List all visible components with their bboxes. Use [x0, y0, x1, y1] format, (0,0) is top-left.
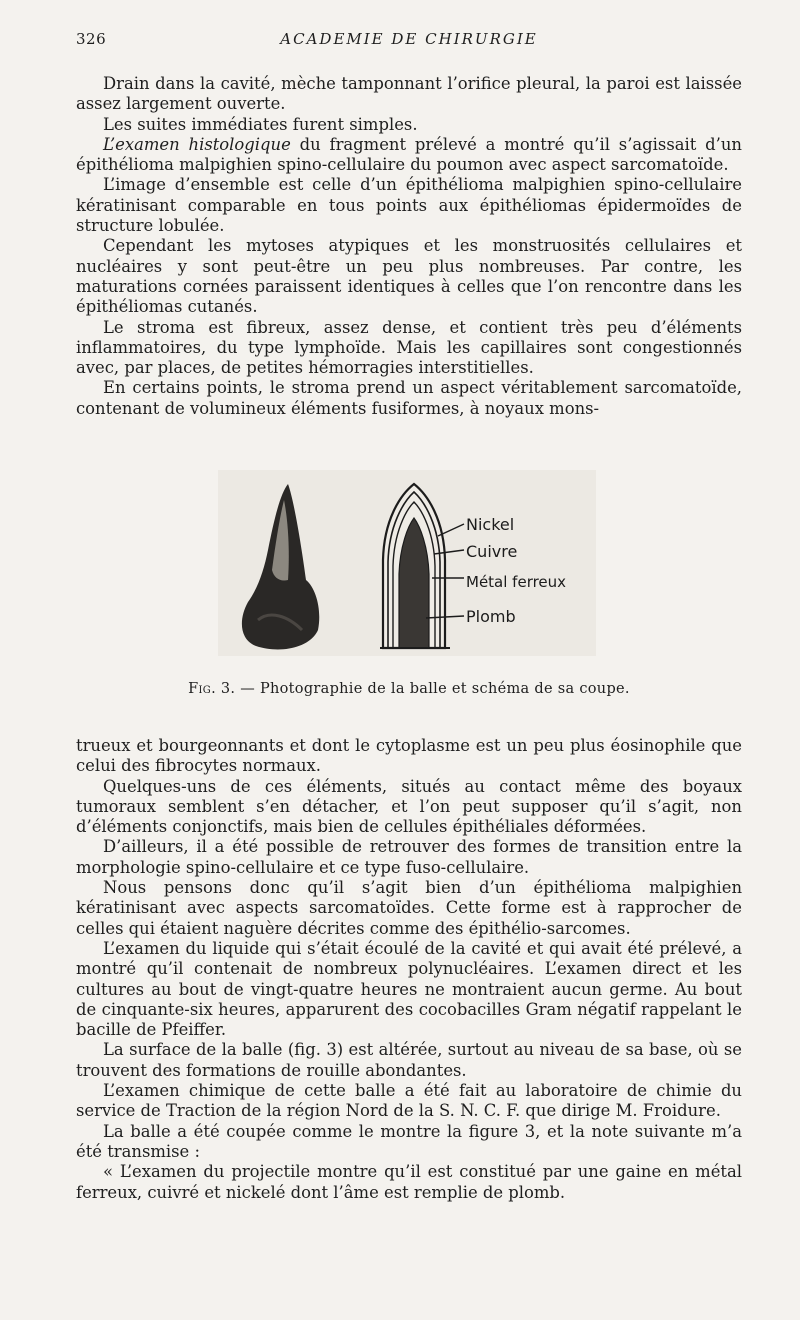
paragraph: La balle a été coupée comme le montre la figure 3, et la note suivante m’a été transmise : [76, 1121, 742, 1161]
figure-caption [76, 681, 742, 697]
label-metal-ferreux: Métal ferreux [466, 573, 567, 591]
figure-caption-text: — Photographie de la balle et schéma de sa coupe. [235, 681, 630, 697]
paragraph: Les suites immédiates furent simples. [103, 114, 418, 134]
paragraph: L’image d’ensemble est celle d’un épithélioma malpighien spino-cellulaire kératinisant comparable en tous points aux épithéliomas épidermoïdes de structure lobulée. [76, 175, 742, 236]
label-plomb: Plomb [466, 607, 516, 626]
paragraph: Cependant les mytoses atypiques et les monstruosités cellulaires et nucléaires y sont peut-être un peu plus nombreuses. Par contre, les maturations cornées paraissent identiques à celles que l’on rencontre dans les épithéliomas cutanés. [76, 236, 742, 317]
paragraph: La surface de la balle (fig. 3) est altérée, surtout au niveau de sa base, où se trouvent des formations de rouille abondantes. [76, 1040, 742, 1080]
paragraph: trueux et bourgeonnants et dont le cytoplasme est un peu plus éosinophile que celui des fibrocytes normaux. [76, 736, 742, 776]
page-header [76, 30, 742, 52]
text-block-top [76, 74, 742, 419]
paragraph-text: du fragment prélevé a montré qu’il s’agissait d’un épithélioma malpighien spino-cellulaire du poumon avec aspect sarcomatoïde. [76, 134, 742, 175]
paragraph: Le stroma est fibreux, assez dense, et contient très peu d’éléments inflammatoires, du type lymphoïde. Mais les capillaires sont congestionnés avec, par places, de petites hémorragies interstitielles. [76, 317, 742, 378]
page-number: 326 [76, 30, 107, 48]
italic-term: L’examen histologique [103, 134, 291, 154]
figure-number: Fig. 3. [188, 681, 236, 697]
paragraph: D’ailleurs, il a été possible de retrouver des formes de transition entre la morphologie spino-cellulaire et ce type fuso-cellulaire. [76, 837, 742, 877]
paragraph: « L’examen du projectile montre qu’il est constitué par une gaine en métal ferreux, cuivré et nickelé dont l’âme est remplie de plomb. [76, 1162, 742, 1202]
label-cuivre: Cuivre [466, 542, 518, 561]
paragraph: Nous pensons donc qu’il s’agit bien d’un épithélioma malpighien kératinisant avec aspects sarcomatoïdes. Cette forme est à rapprocher de celles qui étaient naguère décrites comme des épithélio-sarcomes. [76, 878, 742, 938]
paragraph: En certains points, le stroma prend un aspect véritablement sarcomatoïde, contenant de volumineux éléments fusiformes, à noyaux mons- [76, 378, 742, 418]
paragraph [76, 135, 742, 176]
running-title: ACADEMIE DE CHIRURGIE [280, 30, 538, 48]
text-block-bottom [76, 736, 742, 1203]
paragraph: Quelques-uns de ces éléments, situés au contact même des boyaux tumoraux semblent s’en détacher, et l’on peut supposer qu’il s’agit, non d’éléments conjonctifs, mais bien de cellules épithéliales déformées. [76, 776, 742, 837]
bullet-figure [218, 470, 596, 656]
paragraph: L’examen chimique de cette balle a été fait au laboratoire de chimie du service de Traction de la région Nord de la S. N. C. F. que dirige M. Froidure. [76, 1081, 742, 1121]
paragraph: L’examen du liquide qui s’était écoulé de la cavité et qui avait été prélevé, a montré qu’il contenait de nombreux polynucléaires. L’examen direct et les cultures au bout de vingt-quatre heures ne montraient aucun germe. Au bout de cinquante-six heures, apparurent des cocobacilles Gram négatif rappelant le bacille de Pfeiffer. [76, 938, 742, 1040]
label-nickel: Nickel [466, 515, 515, 534]
paragraph: Drain dans la cavité, mèche tamponnant l’orifice pleural, la paroi est laissée assez largement ouverte. [76, 74, 742, 114]
